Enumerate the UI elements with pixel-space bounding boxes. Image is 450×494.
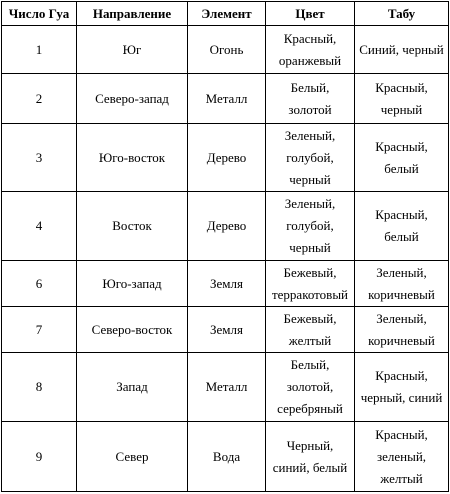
taboo-cell — [355, 422, 449, 492]
element-cell — [188, 192, 266, 261]
table-row — [2, 353, 449, 422]
taboo-cell — [355, 353, 449, 422]
table-row — [2, 307, 449, 353]
gua-number-cell — [2, 124, 77, 192]
color-cell — [266, 74, 355, 124]
element-value: Вода — [212, 448, 241, 464]
direction-cell — [77, 422, 188, 492]
table-row — [2, 124, 449, 192]
direction-cell — [77, 124, 188, 192]
gua-number-value: 6 — [35, 275, 43, 291]
element-value: Дерево — [206, 149, 247, 165]
element-cell — [188, 353, 266, 422]
taboo-value: Красный, белый — [375, 138, 428, 176]
direction-value: Юго-запад — [102, 275, 162, 291]
direction-value: Юг — [122, 41, 142, 57]
element-value: Металл — [205, 90, 248, 106]
direction-value: Северо-восток — [91, 321, 173, 337]
element-value: Металл — [205, 379, 248, 394]
element-cell — [188, 307, 266, 353]
direction-cell — [77, 26, 188, 74]
element-value: Дерево — [206, 218, 247, 233]
table-row — [2, 422, 449, 492]
element-cell — [188, 124, 266, 192]
taboo-value: Красный, черный, синий — [360, 368, 443, 405]
taboo-cell — [355, 192, 449, 261]
taboo-cell — [355, 124, 449, 192]
gua-number-cell — [2, 26, 77, 74]
taboo-value: Синий, черный — [359, 41, 444, 57]
gua-number-value: 3 — [35, 149, 43, 165]
table-row — [2, 192, 449, 261]
direction-cell — [77, 192, 188, 261]
direction-value: Юго-восток — [98, 149, 166, 165]
gua-number-value: 1 — [35, 41, 43, 57]
taboo-cell — [355, 261, 449, 307]
table-row — [2, 26, 449, 74]
header-gua-number: Число Гуа — [2, 2, 77, 26]
gua-number-cell — [2, 74, 77, 124]
color-cell — [266, 261, 355, 307]
color-cell — [266, 422, 355, 492]
header-element: Элемент — [188, 2, 266, 26]
color-value: Зеленый, голубой, черный — [284, 196, 336, 255]
color-cell — [266, 192, 355, 261]
color-value: Белый, золотой — [288, 79, 332, 117]
element-cell — [188, 422, 266, 492]
header-direction: Направление — [77, 2, 188, 26]
gua-number-cell — [2, 353, 77, 422]
gua-number-cell — [2, 422, 77, 492]
taboo-value: Красный, белый — [375, 207, 428, 244]
color-value: Белый, золотой, серебряный — [277, 357, 343, 416]
table-row — [2, 261, 449, 307]
direction-cell — [77, 353, 188, 422]
gua-number-table — [1, 1, 449, 492]
gua-number-cell — [2, 307, 77, 353]
color-value: Бежевый, желтый — [283, 310, 337, 348]
color-cell — [266, 353, 355, 422]
gua-number-cell — [2, 192, 77, 261]
color-value: Красный, оранжевый — [278, 30, 342, 68]
element-cell — [188, 74, 266, 124]
element-value: Земля — [210, 321, 243, 337]
taboo-value: Красный, черный — [375, 79, 428, 117]
taboo-cell — [355, 74, 449, 124]
direction-value: Запад — [116, 379, 148, 394]
taboo-cell — [355, 26, 449, 74]
gua-number-value: 2 — [35, 90, 43, 106]
element-value: Огонь — [209, 41, 244, 57]
direction-value: Восток — [112, 218, 152, 233]
element-value: Земля — [210, 275, 243, 291]
color-cell — [266, 124, 355, 192]
direction-cell — [77, 261, 188, 307]
gua-number-value: 4 — [35, 218, 43, 233]
color-value: Зеленый, голубой, черный — [284, 127, 336, 187]
taboo-cell — [355, 307, 449, 353]
taboo-value: Зеленый, коричневый — [368, 310, 435, 348]
gua-number-value: 8 — [35, 379, 43, 394]
gua-number-cell — [2, 261, 77, 307]
table-row — [2, 74, 449, 124]
header-taboo: Табу — [355, 2, 449, 26]
taboo-value: Красный, зеленый, желтый — [375, 426, 428, 486]
direction-value: Северо-запад — [95, 90, 169, 106]
color-value: Черный, синий, белый — [272, 437, 348, 475]
color-cell — [266, 307, 355, 353]
color-cell — [266, 26, 355, 74]
taboo-value: Зеленый, коричневый — [368, 264, 435, 302]
direction-cell — [77, 74, 188, 124]
color-value: Бежевый, терракотовый — [271, 264, 349, 302]
header-color: Цвет — [266, 2, 355, 26]
element-cell — [188, 26, 266, 74]
gua-number-value: 9 — [35, 448, 43, 464]
element-cell — [188, 261, 266, 307]
header-row — [2, 2, 449, 26]
direction-cell — [77, 307, 188, 353]
gua-number-value: 7 — [35, 321, 43, 337]
direction-value: Север — [115, 448, 149, 464]
